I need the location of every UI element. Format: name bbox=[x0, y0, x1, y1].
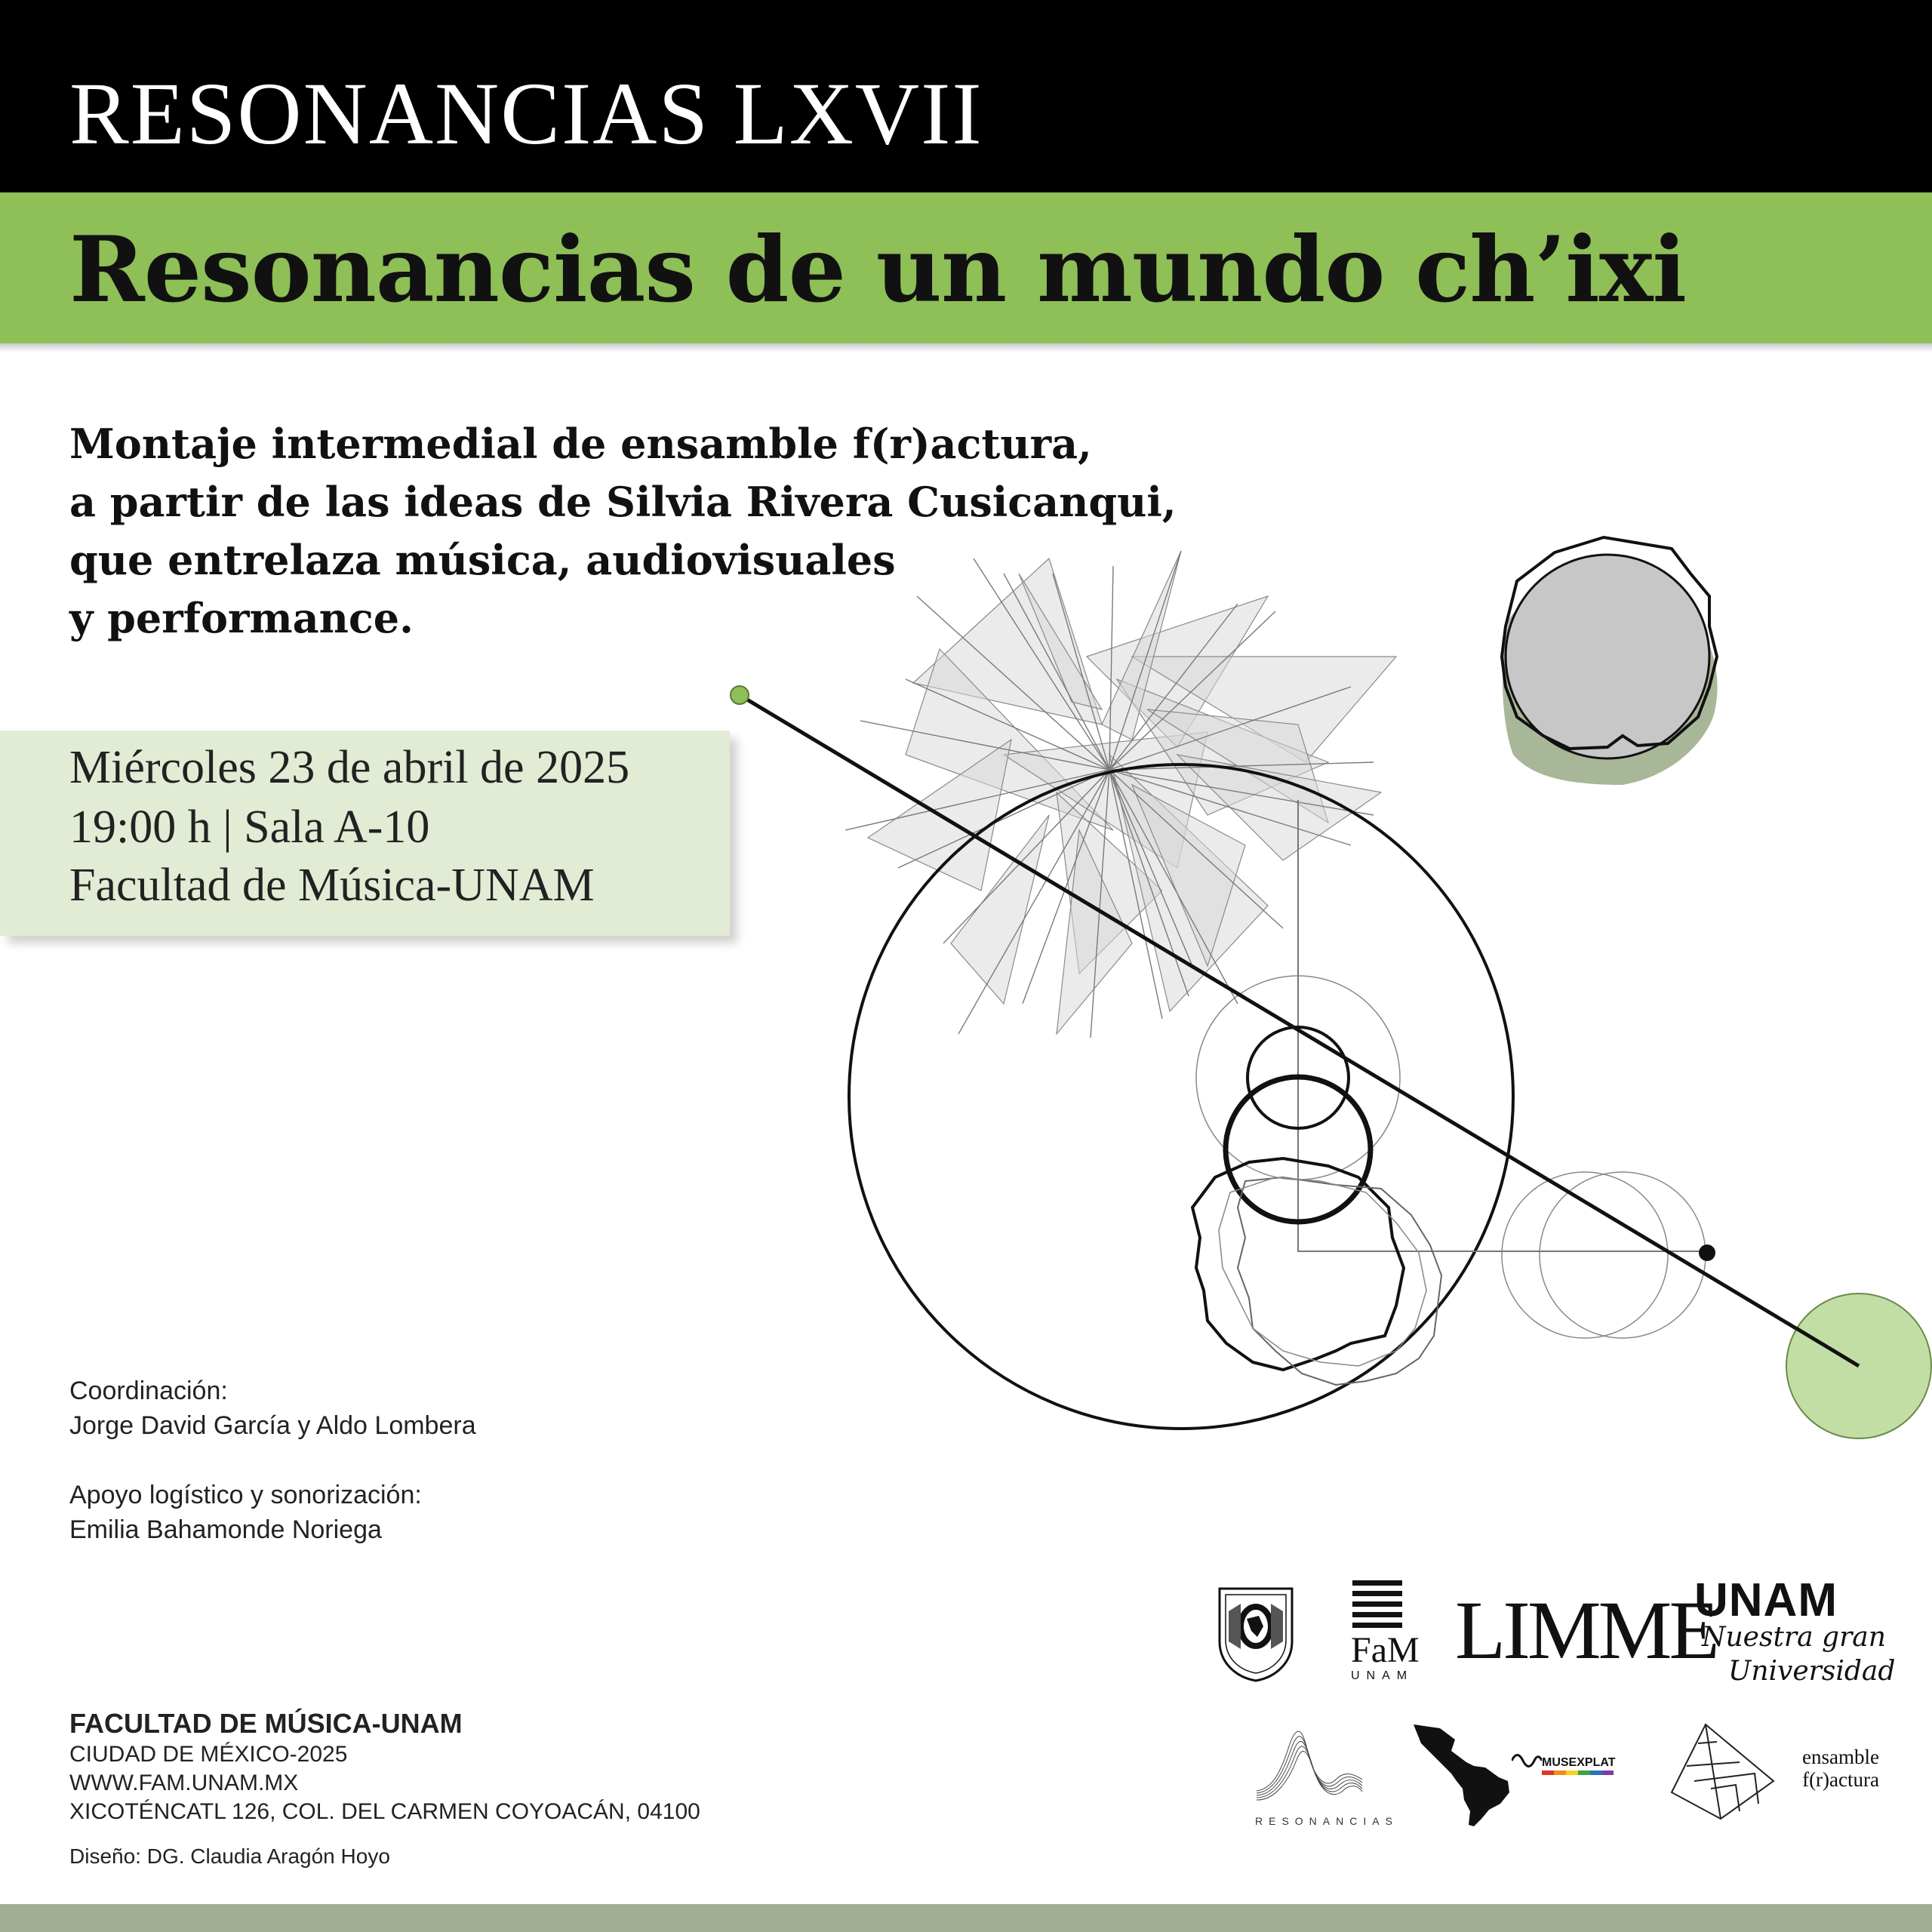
thin-circle bbox=[1540, 1172, 1706, 1338]
unam-logo-slogan: Nuestra gran bbox=[1702, 1622, 1886, 1653]
thin-circle bbox=[1502, 1172, 1668, 1338]
coordination-names: Jorge David García y Aldo Lombera bbox=[69, 1411, 476, 1440]
ensamble-logo-line: ensamble bbox=[1802, 1746, 1879, 1768]
description-line: y performance. bbox=[69, 594, 414, 642]
pyramid-icon bbox=[1664, 1721, 1777, 1823]
event-title: Resonancias de un mundo ch’ixi bbox=[69, 217, 1686, 323]
fam-lines-icon bbox=[1351, 1577, 1404, 1630]
description-line: que entrelaza música, audiovisuales bbox=[69, 536, 896, 584]
institution-website[interactable]: WWW.FAM.UNAM.MX bbox=[69, 1770, 299, 1795]
institution-name: FACULTAD DE MÚSICA-UNAM bbox=[69, 1708, 463, 1739]
event-info-box bbox=[0, 731, 730, 936]
institution-address: XICOTÉNCATL 126, COL. DEL CARMEN COYOACÁN, 04100 bbox=[69, 1799, 700, 1824]
resonancias-logo-text: RESONANCIAS bbox=[1255, 1815, 1398, 1827]
black-dot bbox=[1699, 1244, 1715, 1261]
wave-line-icon bbox=[1512, 1749, 1542, 1772]
event-venue: Facultad de Música-UNAM bbox=[69, 860, 595, 911]
event-date: Miércoles 23 de abril de 2025 bbox=[69, 742, 630, 793]
bottom-bar bbox=[0, 1904, 1932, 1932]
coordination-label: Coordinación: bbox=[69, 1377, 228, 1405]
design-credit: Diseño: DG. Claudia Aragón Hoyo bbox=[69, 1844, 390, 1868]
unam-logo-title: UNAM bbox=[1694, 1574, 1838, 1626]
limme-logo: LIMME bbox=[1455, 1584, 1717, 1676]
grey-circle bbox=[1506, 555, 1709, 758]
latin-america-map-icon bbox=[1410, 1721, 1546, 1830]
footer-institution bbox=[69, 1707, 900, 1870]
fam-logo-subtext: UNAM bbox=[1351, 1669, 1414, 1682]
series-title: RESONANCIAS LXVII bbox=[69, 64, 983, 163]
fam-logo-text: FaM bbox=[1351, 1630, 1420, 1670]
institution-city: CIUDAD DE MÉXICO-2025 bbox=[69, 1742, 348, 1767]
unam-shield-logo bbox=[1214, 1581, 1298, 1683]
green-dot bbox=[731, 686, 749, 704]
event-time-place: 19:00 h | Sala A-10 bbox=[69, 801, 430, 853]
support-label: Apoyo logístico y sonorización: bbox=[69, 1481, 422, 1509]
ensamble-logo-line: f(r)actura bbox=[1802, 1768, 1879, 1791]
description-line: Montaje intermedial de ensamble f(r)actura, bbox=[69, 420, 1092, 468]
rainbow-bar bbox=[1542, 1770, 1614, 1775]
musexplat-logo-text: MUSEXPLAT bbox=[1542, 1756, 1616, 1769]
resonancias-wave-icon bbox=[1253, 1719, 1366, 1810]
description-line: a partir de las ideas de Silvia Rivera Cusicanqui, bbox=[69, 478, 1177, 526]
unam-logo-slogan: Universidad bbox=[1728, 1656, 1896, 1687]
credits bbox=[69, 1374, 749, 1547]
support-names: Emilia Bahamonde Noriega bbox=[69, 1515, 382, 1544]
ensamble-logo-text bbox=[1774, 1746, 1879, 1791]
